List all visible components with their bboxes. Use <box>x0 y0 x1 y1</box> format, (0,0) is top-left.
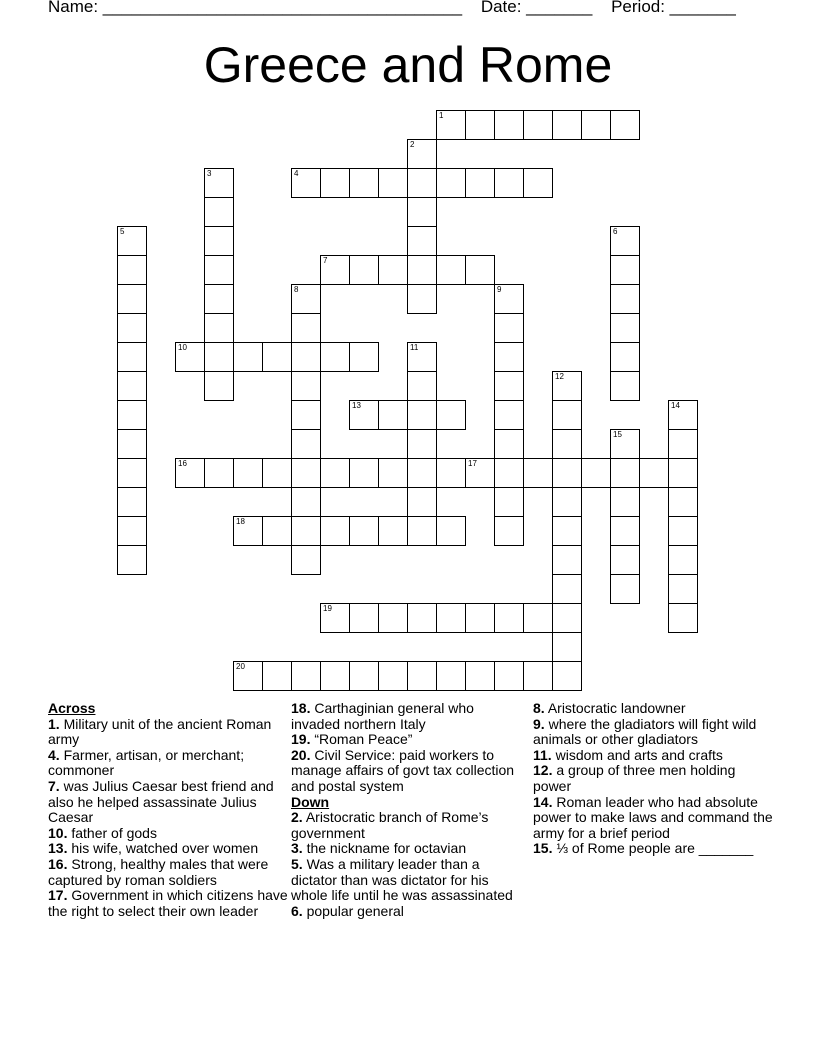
crossword-cell[interactable] <box>291 371 321 401</box>
crossword-cell[interactable] <box>552 603 582 633</box>
crossword-cell[interactable] <box>494 110 524 140</box>
crossword-cell[interactable] <box>494 429 524 459</box>
crossword-cell[interactable] <box>117 545 147 575</box>
crossword-cell[interactable] <box>117 342 147 372</box>
crossword-cell[interactable] <box>291 400 321 430</box>
crossword-cell[interactable] <box>175 458 205 488</box>
crossword-cell[interactable] <box>494 168 524 198</box>
crossword-cell[interactable] <box>291 168 321 198</box>
crossword-cell[interactable] <box>320 516 350 546</box>
across-clue-18: 18. Carthaginian general who invaded northern Italy <box>291 700 474 732</box>
across-clue-20: 20. Civil Service: paid workers to manage affairs of govt tax collection and postal system <box>291 746 515 794</box>
crossword-cell[interactable] <box>117 255 147 285</box>
crossword-cell[interactable] <box>465 603 495 633</box>
down-clue-2: 2. Aristocratic branch of Rome’s government <box>291 809 489 841</box>
crossword-cell[interactable] <box>407 197 437 227</box>
crossword-cell[interactable] <box>117 226 147 256</box>
down-clue-14: 14. Roman leader who had absolute power to make laws and command the army for a brief period <box>533 793 773 841</box>
down-clue-3: 3. the nickname for octavian <box>291 840 467 857</box>
crossword-cell[interactable] <box>117 313 147 343</box>
crossword-cell[interactable] <box>494 284 524 314</box>
crossword-cell[interactable] <box>436 168 466 198</box>
crossword-cell[interactable] <box>407 661 437 691</box>
down-clue-11: 11. wisdom and arts and crafts <box>533 746 723 763</box>
across-clue-7: 7. was Julius Caesar best friend and also he helped assassinate Julius Caesar <box>48 777 274 826</box>
clue-number: 17 <box>468 459 477 468</box>
clue-number: 19 <box>323 604 332 613</box>
crossword-cell[interactable] <box>610 371 640 401</box>
crossword-cell[interactable] <box>291 545 321 575</box>
crossword-cell[interactable] <box>117 487 147 517</box>
date-field[interactable]: Date: _______ <box>480 0 593 16</box>
crossword-cell[interactable] <box>581 110 611 140</box>
crossword-cell[interactable] <box>320 458 350 488</box>
down-clue-15: 15. ⅓ of Rome people are _______ <box>533 840 754 857</box>
page-title: Greece and Rome <box>203 37 613 93</box>
clue-number: 12 <box>555 372 564 381</box>
down-clue-12: 12. a group of three men holding power <box>533 762 736 794</box>
crossword-cell[interactable] <box>523 110 553 140</box>
crossword-cell[interactable] <box>668 603 698 633</box>
crossword-cell[interactable] <box>523 603 553 633</box>
crossword-cell[interactable] <box>349 400 379 430</box>
crossword-cell[interactable] <box>668 574 698 604</box>
crossword-cell[interactable] <box>407 284 437 314</box>
crossword-cell[interactable] <box>552 545 582 575</box>
crossword-cell[interactable] <box>320 603 350 633</box>
crossword-cell[interactable] <box>436 458 466 488</box>
crossword-cell[interactable] <box>407 516 437 546</box>
clue-number: 9 <box>497 285 502 294</box>
crossword-cell[interactable] <box>407 458 437 488</box>
crossword-cell[interactable] <box>610 487 640 517</box>
crossword-cell[interactable] <box>465 458 495 488</box>
down-clue-5: 5. Was a military leader than a dictator than was dictator for his whole life until he was assassinated <box>291 855 513 904</box>
crossword-cell[interactable] <box>291 661 321 691</box>
crossword-cell[interactable] <box>407 429 437 459</box>
clue-number: 15 <box>613 430 622 439</box>
name-field[interactable]: Name: ______________________________________ <box>48 0 463 16</box>
crossword-cell[interactable] <box>552 632 582 662</box>
crossword-cell[interactable] <box>552 371 582 401</box>
crossword-cell[interactable] <box>320 661 350 691</box>
clue-number: 1 <box>439 111 444 120</box>
crossword-cell[interactable] <box>378 255 408 285</box>
crossword-cell[interactable] <box>349 603 379 633</box>
crossword-cell[interactable] <box>407 487 437 517</box>
crossword-cell[interactable] <box>233 342 263 372</box>
crossword-cell[interactable] <box>407 342 437 372</box>
crossword-cell[interactable] <box>320 168 350 198</box>
crossword-cell[interactable] <box>291 487 321 517</box>
crossword-cell[interactable] <box>204 342 234 372</box>
crossword-cell[interactable] <box>378 603 408 633</box>
crossword-cell[interactable] <box>668 487 698 517</box>
crossword-cell[interactable] <box>610 110 640 140</box>
crossword-cell[interactable] <box>291 458 321 488</box>
crossword-cell[interactable] <box>494 458 524 488</box>
crossword-cell[interactable] <box>639 458 669 488</box>
period-field[interactable]: Period: _______ <box>611 0 736 16</box>
crossword-cell[interactable] <box>494 661 524 691</box>
crossword-cell[interactable] <box>204 313 234 343</box>
crossword-cell[interactable] <box>668 545 698 575</box>
clue-number: 16 <box>178 459 187 468</box>
crossword-cell[interactable] <box>436 255 466 285</box>
crossword-cell[interactable] <box>407 139 437 169</box>
clues-column-3 <box>533 701 773 857</box>
crossword-cell[interactable] <box>494 371 524 401</box>
crossword-cell[interactable] <box>494 400 524 430</box>
across-clue-16: 16. Strong, healthy males that were captured by roman soldiers <box>48 855 269 888</box>
clue-number: 13 <box>352 401 361 410</box>
clue-number: 20 <box>236 662 245 671</box>
crossword-cell[interactable] <box>610 255 640 285</box>
crossword-cell[interactable] <box>262 661 292 691</box>
crossword-cell[interactable] <box>523 458 553 488</box>
crossword-cell[interactable] <box>349 168 379 198</box>
crossword-cell[interactable] <box>523 168 553 198</box>
crossword-cell[interactable] <box>552 458 582 488</box>
student-info-header <box>48 0 750 17</box>
crossword-cell[interactable] <box>610 516 640 546</box>
crossword-cell[interactable] <box>610 545 640 575</box>
crossword-cell[interactable] <box>291 429 321 459</box>
crossword-cell[interactable] <box>407 400 437 430</box>
clue-number: 18 <box>236 517 245 526</box>
crossword-cell[interactable] <box>378 516 408 546</box>
crossword-cell[interactable] <box>465 110 495 140</box>
clue-number: 7 <box>323 256 328 265</box>
clue-number: 10 <box>178 343 187 352</box>
clue-number: 8 <box>294 285 299 294</box>
across-clue-17: 17. Government in which citizens have the right to select their own leader <box>48 887 288 919</box>
clue-number: 4 <box>294 169 299 178</box>
crossword-cell[interactable] <box>117 458 147 488</box>
crossword-cell[interactable] <box>407 603 437 633</box>
crossword-cell[interactable] <box>291 342 321 372</box>
crossword-cell[interactable] <box>117 400 147 430</box>
across-clue-1: 1. Military unit of the ancient Roman army <box>48 715 272 748</box>
crossword-cell[interactable] <box>378 661 408 691</box>
crossword-cell[interactable] <box>494 342 524 372</box>
clue-number: 14 <box>671 401 680 410</box>
crossword-cell[interactable] <box>291 284 321 314</box>
crossword-cell[interactable] <box>407 226 437 256</box>
crossword-cell[interactable] <box>494 487 524 517</box>
crossword-cell[interactable] <box>204 255 234 285</box>
crossword-cell[interactable] <box>494 603 524 633</box>
clue-number: 5 <box>120 227 125 236</box>
crossword-cell[interactable] <box>610 574 640 604</box>
crossword-cell[interactable] <box>552 487 582 517</box>
crossword-cell[interactable] <box>552 429 582 459</box>
crossword-cell[interactable] <box>349 661 379 691</box>
clues-column-1 <box>48 701 288 919</box>
crossword-cell[interactable] <box>668 458 698 488</box>
crossword-cell[interactable] <box>610 313 640 343</box>
down-clue-6: 6. popular general <box>291 902 404 919</box>
crossword-cell[interactable] <box>349 458 379 488</box>
crossword-cell[interactable] <box>117 429 147 459</box>
clue-number: 6 <box>613 227 618 236</box>
crossword-cell[interactable] <box>581 458 611 488</box>
crossword-cell[interactable] <box>320 342 350 372</box>
crossword-cell[interactable] <box>465 661 495 691</box>
crossword-cell[interactable] <box>204 168 234 198</box>
down-heading: Down <box>291 793 330 810</box>
down-clue-9: 9. where the gladiators will fight wild animals or other gladiators <box>533 715 757 748</box>
crossword-cell[interactable] <box>204 226 234 256</box>
crossword-cell[interactable] <box>117 284 147 314</box>
crossword-cell[interactable] <box>668 429 698 459</box>
crossword-cell[interactable] <box>610 458 640 488</box>
crossword-cell[interactable] <box>204 284 234 314</box>
crossword-cell[interactable] <box>436 516 466 546</box>
crossword-cell[interactable] <box>465 255 495 285</box>
crossword-cell[interactable] <box>552 110 582 140</box>
crossword-cell[interactable] <box>349 255 379 285</box>
crossword-cell[interactable] <box>610 429 640 459</box>
crossword-cell[interactable] <box>262 516 292 546</box>
crossword-cell[interactable] <box>610 342 640 372</box>
crossword-cell[interactable] <box>668 516 698 546</box>
clue-number: 2 <box>410 140 415 149</box>
crossword-cell[interactable] <box>494 313 524 343</box>
crossword-cell[interactable] <box>349 516 379 546</box>
crossword-cell[interactable] <box>117 516 147 546</box>
crossword-cell[interactable] <box>233 516 263 546</box>
crossword-cell[interactable] <box>436 110 466 140</box>
crossword-cell[interactable] <box>349 342 379 372</box>
crossword-cell[interactable] <box>407 371 437 401</box>
crossword-cell[interactable] <box>378 458 408 488</box>
crossword-cell[interactable] <box>233 458 263 488</box>
crossword-cell[interactable] <box>291 313 321 343</box>
crossword-cell[interactable] <box>407 255 437 285</box>
across-clue-19: 19. “Roman Peace” <box>291 731 413 748</box>
crossword-cell[interactable] <box>262 458 292 488</box>
crossword-cell[interactable] <box>610 284 640 314</box>
crossword-cell[interactable] <box>378 168 408 198</box>
crossword-cell[interactable] <box>117 371 147 401</box>
crossword-cell[interactable] <box>552 574 582 604</box>
clue-number: 3 <box>207 169 212 178</box>
crossword-cell[interactable] <box>204 371 234 401</box>
crossword-cell[interactable] <box>378 400 408 430</box>
clues-column-2 <box>291 701 516 919</box>
across-heading: Across <box>48 700 96 716</box>
crossword-cell[interactable] <box>436 603 466 633</box>
crossword-cell[interactable] <box>436 661 466 691</box>
crossword-cell[interactable] <box>465 168 495 198</box>
across-clue-4: 4. Farmer, artisan, or merchant; commoner <box>48 746 245 779</box>
crossword-cell[interactable] <box>291 516 321 546</box>
crossword-cell[interactable] <box>407 168 437 198</box>
crossword-cell[interactable] <box>494 516 524 546</box>
across-clue-10: 10. father of gods <box>48 824 157 841</box>
crossword-cell[interactable] <box>552 400 582 430</box>
crossword-cell[interactable] <box>233 661 263 691</box>
clue-number: 11 <box>410 343 419 352</box>
crossword-cell[interactable] <box>262 342 292 372</box>
crossword-cell[interactable] <box>175 342 205 372</box>
crossword-cell[interactable] <box>552 661 582 691</box>
crossword-cell[interactable] <box>523 661 553 691</box>
crossword-cell[interactable] <box>610 226 640 256</box>
down-clue-8: 8. Aristocratic landowner <box>533 700 686 716</box>
crossword-cell[interactable] <box>204 197 234 227</box>
across-clue-13: 13. his wife, watched over women <box>48 840 259 857</box>
crossword-cell[interactable] <box>552 516 582 546</box>
crossword-cell[interactable] <box>204 458 234 488</box>
crossword-cell[interactable] <box>436 400 466 430</box>
crossword-cell[interactable] <box>668 400 698 430</box>
crossword-cell[interactable] <box>320 255 350 285</box>
